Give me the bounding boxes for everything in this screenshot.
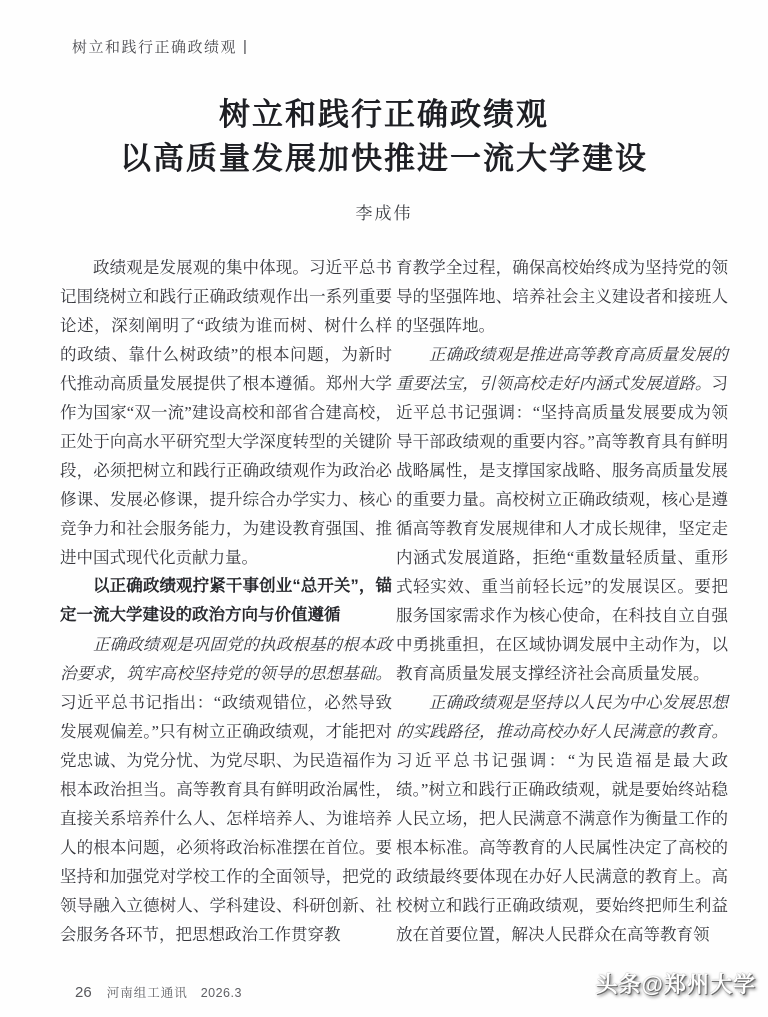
kai-emphasis-text: 正确政绩观是推进高等教育高质量发展的重要法宝，引领高校走好内涵式发展道路。 (396, 345, 728, 393)
page-footer (75, 983, 242, 1001)
issue-number: 2026.3 (200, 986, 242, 1000)
journal-name: 河南组工通讯 (106, 986, 188, 1000)
body-text: 以正确政绩观拧紧干事创业“总开关”，锚定一流大学建设的政治方向与价值遵循 (60, 577, 392, 624)
paragraph-political-foundation-continued (396, 253, 728, 340)
article-column-right (396, 253, 728, 949)
body-text: 习近平总书记强调：“坚持高质量发展要成为领导干部政绩观的重要内容。”高等教育具有鲜明战略属性，是支撑国家战略、服务高质量发展的重要力量。高校树立正确政绩观，核心是遵循高等教育发展规律和人才成长规律，坚定走内涵式发展道路，拒绝“重数量轻质量、重形式轻实效、重当前轻长远”的发展误区。要把服务国家需求作为核心使命，在科技自立自强中勇挑重担，在区域协调发展中主动作为，以教育高质量发展支撑经济社会高质量发展。 (396, 374, 728, 683)
article-title-line1: 树立和践行正确政绩观 (219, 97, 549, 132)
paragraph-political-foundation (60, 630, 392, 949)
body-text: 习近平总书记指出：“政绩观错位，必然导致发展观偏差。”只有树立正确政绩观，才能把对党忠诚、为党分忧、为党尽职、为民造福作为根本政治担当。高等教育具有鲜明政治属性，直接关系培养什么人、怎样培养人、为谁培养人的根本问题，必须将政治标准摆在首位。要坚持和加强党对学校工作的全面领导，把党的领导融入立德树人、学科建设、科研创新、社会服务各环节，把思想政治工作贯穿教 (60, 693, 392, 944)
kai-emphasis-text: 正确政绩观是巩固党的执政根基的根本政治要求，筑牢高校坚持党的领导的思想基础。 (60, 635, 392, 683)
kicker-label: 树立和践行正确政绩观 (72, 39, 238, 56)
article-column-left (60, 253, 392, 949)
page-number: 26 (75, 984, 92, 1001)
paragraph-high-quality-development (396, 340, 728, 688)
body-text: 育教学全过程，确保高校始终成为坚持党的领导的坚强阵地、培养社会主义建设者和接班人的坚强阵地。 (396, 258, 728, 335)
section-heading (60, 572, 392, 630)
body-text: 政绩观是发展观的集中体现。习近平总书记围绕树立和践行正确政绩观作出一系列重要论述，深刻阐明了“政绩为谁而树、树什么样的政绩、靠什么树政绩”的根本问题，为新时代推动高质量发展提供了根本遵循。郑州大学作为国家“双一流”建设高校和部省合建高校，正处于向高水平研究型大学深度转型的关键阶段，必须把树立和践行正确政绩观作为政治必修课、发展必修课，提升综合办学实力、核心竞争力和社会服务能力，为建设教育强国、推进中国式现代化贡献力量。 (60, 258, 392, 567)
toutiao-watermark: 头条@郑州大学 (595, 972, 756, 997)
kicker-divider: | (243, 38, 249, 55)
paragraph-intro (60, 253, 392, 572)
paragraph-people-centered (396, 688, 728, 949)
article-title (50, 93, 718, 181)
body-text: 习近平总书记强调：“为民造福是最大政绩。”树立和践行正确政绩观，就是要始终站稳人民立场，把人民满意不满意作为衡量工作的根本标准。高等教育的人民属性决定了高校的政绩最终要体现在办好人民满意的教育上。高校树立和践行正确政绩观，要始终把师生利益放在首要位置，解决人民群众在高等教育领 (396, 751, 728, 944)
kai-emphasis-text: 正确政绩观是坚持以人民为中心发展思想的实践路径，推动高校办好人民满意的教育。 (396, 693, 728, 741)
article-title-line2: 以高质量发展加快推进一流大学建设 (120, 141, 648, 176)
article-author: 李成伟 (355, 204, 413, 223)
section-kicker (72, 36, 248, 57)
